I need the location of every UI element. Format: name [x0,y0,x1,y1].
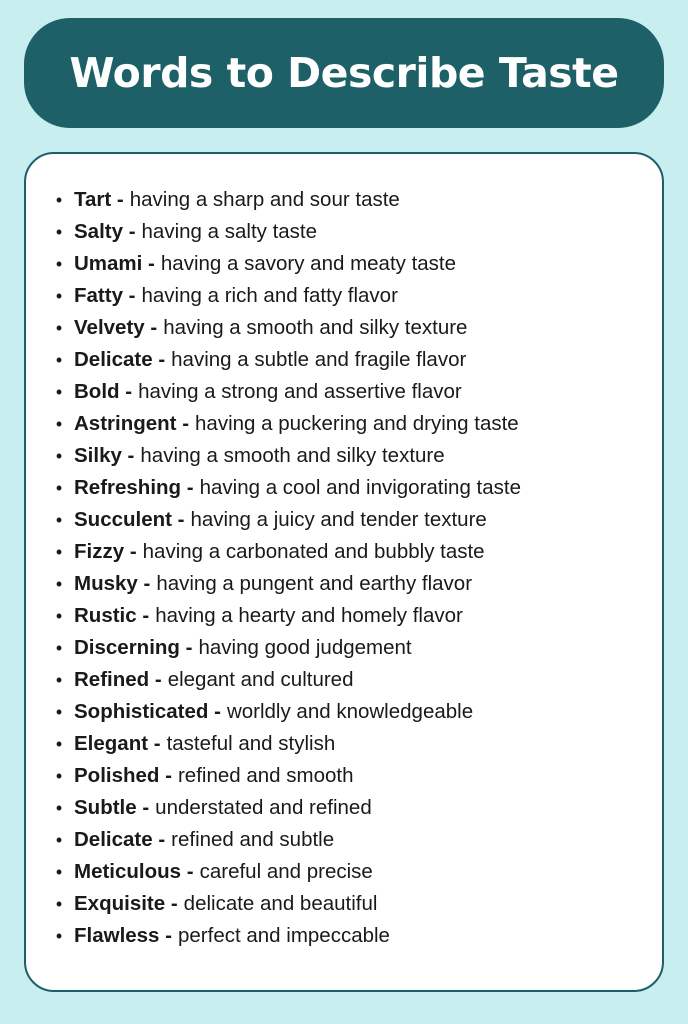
list-item [44,344,644,376]
bullet-icon: • [55,862,63,882]
bullet-icon: • [55,350,63,370]
list-item [44,632,644,664]
list-item-definition: having a smooth and silky texture [140,444,445,467]
list-item-definition: having a rich and fatty flavor [141,284,398,307]
word-list-card [24,152,664,992]
list-item [44,280,644,312]
list-item [44,568,644,600]
bullet-icon: • [55,606,63,626]
bullet-icon: • [55,222,63,242]
list-item-term: Rustic - [74,604,150,627]
list-item-term: Refined - [74,668,162,691]
bullet-icon: • [55,670,63,690]
list-item-definition: having a pungent and earthy flavor [156,572,473,595]
list-item-term: Fatty - [74,284,136,307]
word-list [44,184,644,952]
list-item-term: Silky - [74,444,135,467]
list-item-definition: having a juicy and tender texture [190,508,487,531]
list-item-definition: refined and smooth [177,764,354,787]
list-item [44,536,644,568]
list-item [44,472,644,504]
list-item [44,440,644,472]
list-item-term: Astringent - [74,412,190,435]
list-item-definition: having a salty taste [141,220,318,243]
list-item [44,504,644,536]
list-item-term: Meticulous - [74,860,194,883]
bullet-icon: • [55,830,63,850]
list-item-definition: refined and subtle [171,828,335,851]
list-item-term: Discerning - [74,636,193,659]
list-item-term: Salty - [74,220,136,243]
list-item [44,696,644,728]
list-item-definition: having a carbonated and bubbly taste [142,540,485,563]
bullet-icon: • [55,702,63,722]
list-item-definition: perfect and impeccable [178,924,390,947]
list-item-definition: elegant and cultured [167,668,354,691]
list-item-definition: having a cool and invigorating taste [199,476,521,499]
bullet-icon: • [55,926,63,946]
bullet-icon: • [55,446,63,466]
bullet-icon: • [55,254,63,274]
list-item [44,408,644,440]
list-item-definition: careful and precise [199,860,373,883]
list-item-term: Umami - [74,252,155,275]
list-item-term: Refreshing - [74,476,194,499]
bullet-icon: • [55,190,63,210]
bullet-icon: • [55,734,63,754]
list-item [44,376,644,408]
list-item [44,920,644,952]
list-item-definition: having a hearty and homely flavor [155,604,463,627]
list-item-definition: delicate and beautiful [183,892,378,915]
page-title: Words to Describe Taste [69,49,619,97]
bullet-icon: • [55,382,63,402]
list-item-term: Subtle - [74,796,150,819]
list-item [44,600,644,632]
list-item-definition: having a smooth and silky texture [163,316,468,339]
list-item [44,792,644,824]
list-item-term: Sophisticated - [74,700,221,723]
list-item-term: Delicate - [74,828,166,851]
list-item-term: Bold - [74,380,133,403]
list-item [44,248,644,280]
bullet-icon: • [55,286,63,306]
bullet-icon: • [55,478,63,498]
bullet-icon: • [55,414,63,434]
bullet-icon: • [55,542,63,562]
list-item-definition: having good judgement [198,636,412,659]
list-item-definition: having a puckering and drying taste [195,412,519,435]
list-item-definition: tasteful and stylish [166,732,336,755]
bullet-icon: • [55,766,63,786]
bullet-icon: • [55,510,63,530]
list-item-term: Velvety - [74,316,158,339]
bullet-icon: • [55,318,63,338]
list-item-definition: having a strong and assertive flavor [138,380,462,403]
header-banner [24,18,664,128]
list-item-term: Elegant - [74,732,161,755]
bullet-icon: • [55,638,63,658]
list-item-term: Tart - [74,188,124,211]
list-item [44,856,644,888]
list-item-term: Flawless - [74,924,172,947]
list-item [44,888,644,920]
bullet-icon: • [55,894,63,914]
list-item [44,824,644,856]
list-item [44,760,644,792]
list-item [44,216,644,248]
list-item-definition: worldly and knowledgeable [226,700,474,723]
list-item-term: Musky - [74,572,151,595]
list-item-term: Fizzy - [74,540,137,563]
list-item-term: Polished - [74,764,172,787]
list-item-definition: having a sharp and sour taste [129,188,400,211]
list-item [44,664,644,696]
bullet-icon: • [55,574,63,594]
list-item-term: Exquisite - [74,892,178,915]
list-item-definition: having a savory and meaty taste [160,252,457,275]
list-item [44,728,644,760]
list-item [44,184,644,216]
list-item [44,312,644,344]
list-item-term: Delicate - [74,348,166,371]
list-item-definition: having a subtle and fragile flavor [171,348,467,371]
list-item-term: Succulent - [74,508,185,531]
bullet-icon: • [55,798,63,818]
list-item-definition: understated and refined [155,796,372,819]
